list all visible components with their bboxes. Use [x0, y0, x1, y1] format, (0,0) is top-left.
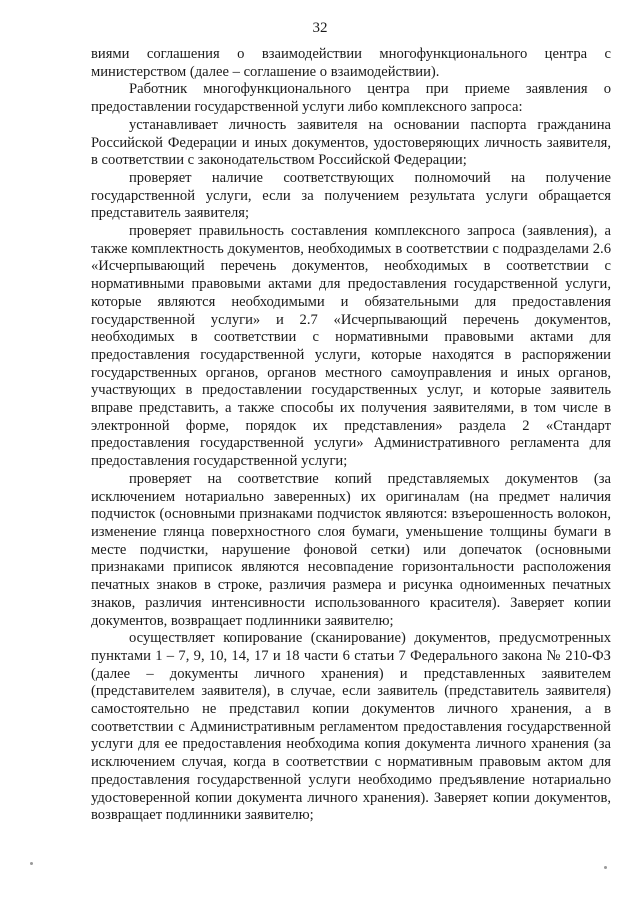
paragraph-authority: проверяет наличие соответствующих полномочий на получение государственной услуги, если за получением результата услуги обращается представитель заявителя;	[91, 169, 611, 222]
scan-speck	[604, 866, 607, 869]
paragraph-identity: устанавливает личность заявителя на основании паспорта гражданина Российской Федерации и иных документов, удостоверяющих личность заявителя, в соответствии с законодательством Российской Федерации;	[91, 116, 611, 169]
paragraph-copies-check: проверяет на соответствие копий представляемых документов (за исключением нотариально заверенных) их оригиналам (на предмет наличия подчисток (основными признаками подчисток являются: взъерошенность волокон, изменение глянца поверхностного слоя бумаги, уменьшение толщины бумаги в месте подчистки, нарушение фоновой сетки) или допечаток (основными признаками приписок являются несовпадение горизонтальности расположения печатных знаков в строке, различия размера и рисунка одноименных печатных знаков, различия интенсивности использованного красителя). Заверяет копии документов, возвращает подлинники заявителю;	[91, 470, 611, 629]
paragraph-scanning: осуществляет копирование (сканирование) документов, предусмотренных пунктами 1 – 7, 9, 10, 14, 17 и 18 части 6 статьи 7 Федерального закона № 210-ФЗ (далее – документы личного хранения) и представленных заявителем (представителем заявителя), в случае, если заявитель (представитель заявителя) самостоятельно не представил копии документов личного хранения, а в соответствии с Административным регламентом предоставления государственной услуги для ее предоставления необходима копия документа личного хранения (за исключением случая, когда в соответствии с нормативным правовым актом для предоставления государственной услуги необходимо предъявление нотариально удостоверенной копии документа личного хранения). Заверяет копии документов, возвращает подлинники заявителю;	[91, 630, 611, 824]
paragraph-continuation: виями соглашения о взаимодействии многофункционального центра с министерством (далее – соглашение о взаимодействии).	[91, 46, 611, 80]
scan-speck	[30, 862, 33, 865]
paragraph-intro: Работник многофункционального центра при приеме заявления о предоставлении государственной услуги либо комплексного запроса:	[91, 81, 611, 116]
page-number: 32	[312, 20, 328, 36]
paragraph-completeness: проверяет правильность составления комплексного запроса (заявления), а также комплектность документов, необходимых в соответствии с подразделами 2.6 «Исчерпывающий перечень документов, необходимых в соответствии с нормативными правовыми актами для предоставления государственной услуги, которые являются необходимыми и обязательными для предоставления государственной услуги» и 2.7 «Исчерпывающий перечень документов, необходимых в соответствии с нормативными правовыми актами для предоставления государственной услуги, которые находятся в распоряжении государственных органов, органов местного самоуправления и иных органов, участвующих в предоставлении государственных услуг, и которые заявитель вправе представить, а также способы их получения заявителями, в том числе в электронной форме, порядок их представления» раздела 2 «Стандарт предоставления государственной услуги» Административного регламента для предоставления государственной услуги;	[91, 223, 611, 470]
document-body	[91, 46, 611, 825]
